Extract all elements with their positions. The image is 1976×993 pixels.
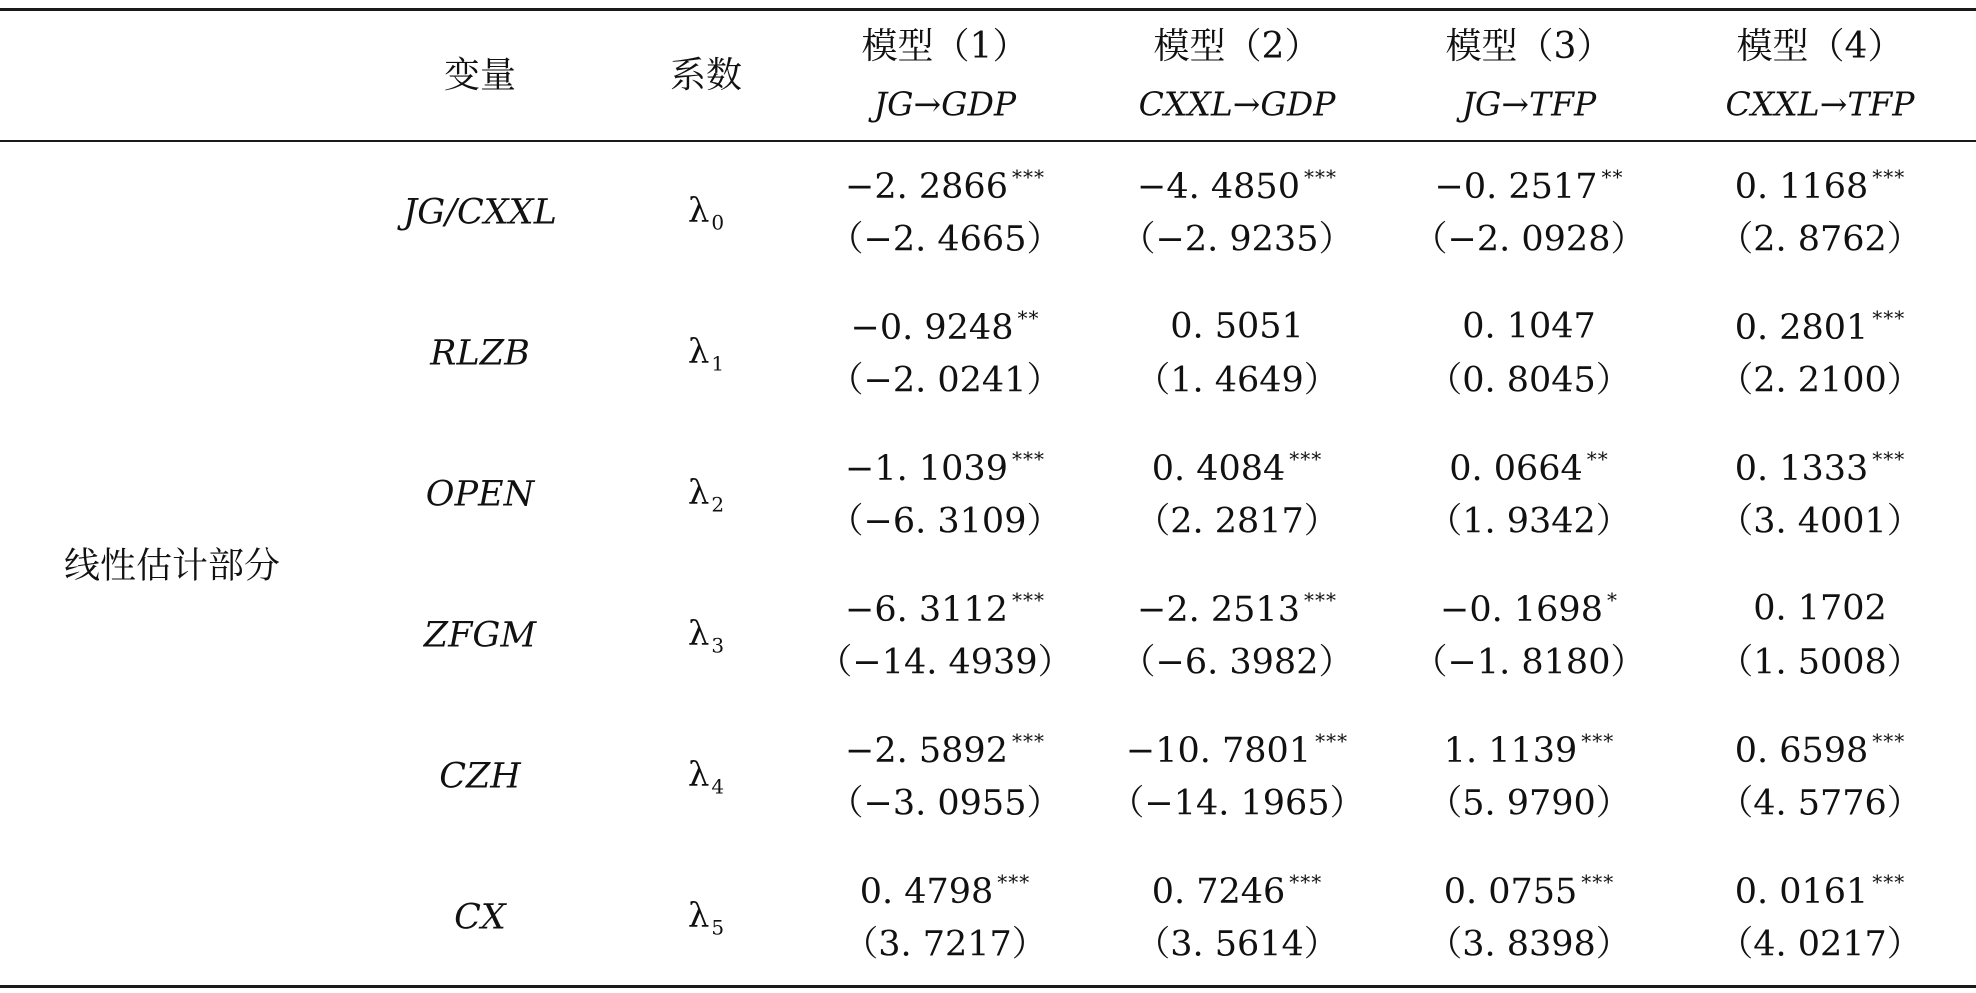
t-statistic: （2. 8762）: [1718, 219, 1922, 260]
header-model-1: 模型（1）: [861, 26, 1029, 67]
significance-stars: ***: [1872, 729, 1906, 753]
coefficient-number: 0. 7246: [1151, 872, 1286, 912]
coefficient-symbol: [687, 754, 725, 799]
lambda-subscript: 3: [711, 633, 725, 658]
significance-stars: ***: [1315, 729, 1349, 753]
coefficient-number: 0. 6598: [1734, 731, 1869, 771]
header-model-1-sub: JG→GDP: [873, 84, 1017, 124]
variable-name: JG/CXXL: [403, 192, 557, 233]
coefficient-value: [845, 167, 1045, 205]
coefficient-number: 0. 0664: [1449, 449, 1583, 489]
coefficient-value: [1440, 590, 1618, 628]
table-bottom-rule: [0, 985, 1976, 988]
coefficient-value: [1449, 449, 1609, 487]
t-statistic: （3. 8398）: [1427, 924, 1631, 965]
lambda-symbol: λ: [687, 190, 710, 231]
coefficient-number: 0. 1702: [1753, 588, 1887, 629]
t-statistic: （−2. 4665）: [828, 219, 1062, 260]
t-statistic: （4. 5776）: [1718, 783, 1922, 824]
t-statistic: （1. 5008）: [1718, 642, 1922, 683]
variable-name: CZH: [439, 756, 521, 797]
coefficient-value: [1444, 731, 1615, 769]
lambda-symbol: λ: [687, 895, 710, 936]
significance-stars: ***: [1581, 870, 1615, 894]
t-statistic: （−1. 8180）: [1412, 642, 1646, 683]
lambda-symbol: λ: [687, 331, 710, 372]
significance-stars: ***: [1011, 588, 1045, 612]
t-statistic: （3. 4001）: [1718, 501, 1922, 542]
significance-stars: ***: [1581, 729, 1615, 753]
coefficient-number: 0. 4084: [1151, 449, 1286, 489]
coefficient-number: −2. 5892: [845, 731, 1008, 771]
t-statistic: （−6. 3109）: [828, 501, 1062, 542]
coefficient-value: [1152, 449, 1323, 487]
lambda-subscript: 0: [711, 210, 725, 235]
coefficient-symbol: [687, 895, 725, 940]
t-statistic: （−6. 3982）: [1120, 642, 1354, 683]
header-variable: 变量: [443, 55, 517, 96]
coefficient-value: [845, 449, 1045, 487]
coefficient-value: [845, 590, 1045, 628]
t-statistic: （3. 5614）: [1135, 924, 1339, 965]
coefficient-value: [1735, 167, 1906, 205]
t-statistic: （1. 4649）: [1135, 360, 1339, 401]
coefficient-number: 0. 2801: [1734, 308, 1869, 348]
coefficient-value: [1152, 872, 1323, 910]
coefficient-number: −1. 1039: [845, 449, 1008, 489]
variable-name: CX: [454, 897, 506, 938]
coefficient-number: −2. 2866: [845, 167, 1008, 207]
t-statistic: （−2. 0928）: [1412, 219, 1646, 260]
t-statistic: （3. 7217）: [843, 924, 1047, 965]
coefficient-number: −4. 4850: [1137, 167, 1300, 207]
t-statistic: （−2. 0241）: [828, 360, 1062, 401]
coefficient-value: [845, 731, 1045, 769]
lambda-subscript: 5: [711, 915, 725, 940]
coefficient-symbol: [687, 331, 725, 376]
significance-stars: **: [1017, 306, 1040, 330]
t-statistic: （2. 2100）: [1718, 360, 1922, 401]
coefficient-value: [1735, 731, 1906, 769]
t-statistic: （−3. 0955）: [828, 783, 1062, 824]
coefficient-number: 0. 1333: [1734, 449, 1869, 489]
significance-stars: ***: [997, 870, 1031, 894]
coefficient-number: 0. 0755: [1443, 872, 1578, 912]
significance-stars: ***: [1289, 870, 1323, 894]
coefficient-value: [1735, 308, 1906, 346]
significance-stars: ***: [1872, 165, 1906, 189]
coefficient-number: 0. 1168: [1734, 167, 1869, 207]
coefficient-value: [1444, 872, 1615, 910]
t-statistic: （−14. 1965）: [1109, 783, 1365, 824]
significance-stars: **: [1601, 165, 1624, 189]
coefficient-symbol: [687, 472, 725, 517]
lambda-subscript: 4: [711, 774, 725, 799]
coefficient-value: [1170, 306, 1304, 347]
section-label: 线性估计部分: [64, 545, 281, 587]
header-model-3-sub: JG→TFP: [1461, 84, 1597, 124]
significance-stars: ***: [1303, 588, 1337, 612]
coefficient-number: 0. 5051: [1170, 306, 1304, 347]
header-model-4: 模型（4）: [1736, 26, 1904, 67]
header-model-2-sub: CXXL→GDP: [1138, 84, 1336, 124]
significance-stars: ***: [1303, 165, 1337, 189]
coefficient-number: 1. 1139: [1443, 731, 1578, 771]
coefficient-value: [1753, 588, 1887, 629]
significance-stars: ***: [1872, 870, 1906, 894]
t-statistic: （0. 8045）: [1427, 360, 1631, 401]
header-model-4-sub: CXXL→TFP: [1725, 84, 1915, 124]
coefficient-number: −10. 7801: [1125, 731, 1312, 771]
lambda-symbol: λ: [687, 754, 710, 795]
t-statistic: （5. 9790）: [1427, 783, 1631, 824]
header-model-2: 模型（2）: [1153, 26, 1321, 67]
t-statistic: （4. 0217）: [1718, 924, 1922, 965]
coefficient-value: [1735, 872, 1906, 910]
coefficient-number: −2. 2513: [1137, 590, 1300, 630]
t-statistic: （2. 2817）: [1135, 501, 1339, 542]
coefficient-number: 0. 1047: [1462, 306, 1596, 347]
significance-stars: ***: [1872, 306, 1906, 330]
lambda-symbol: λ: [687, 472, 710, 513]
variable-name: ZFGM: [423, 615, 537, 656]
significance-stars: ***: [1011, 447, 1045, 471]
lambda-subscript: 2: [711, 492, 725, 517]
coefficient-number: −0. 2517: [1434, 167, 1598, 207]
coefficient-value: [1462, 306, 1596, 347]
variable-name: OPEN: [425, 474, 535, 515]
coefficient-value: [1435, 167, 1624, 205]
coefficient-value: [1137, 590, 1337, 628]
header-coefficient: 系数: [669, 55, 743, 96]
coefficient-value: [851, 308, 1040, 346]
header-model-3: 模型（3）: [1445, 26, 1613, 67]
t-statistic: （−14. 4939）: [817, 642, 1073, 683]
coefficient-value: [860, 872, 1031, 910]
significance-stars: ***: [1011, 729, 1045, 753]
variable-name: RLZB: [430, 333, 530, 374]
significance-stars: *: [1606, 588, 1618, 612]
significance-stars: ***: [1011, 165, 1045, 189]
lambda-subscript: 1: [711, 351, 725, 376]
coefficient-number: −6. 3112: [845, 590, 1008, 630]
significance-stars: ***: [1289, 447, 1323, 471]
coefficient-value: [1126, 731, 1348, 769]
table-header-rule: [0, 140, 1976, 142]
t-statistic: （1. 9342）: [1427, 501, 1631, 542]
coefficient-number: −0. 9248: [850, 308, 1014, 348]
coefficient-number: −0. 1698: [1440, 590, 1603, 630]
lambda-symbol: λ: [687, 613, 710, 654]
coefficient-value: [1735, 449, 1906, 487]
coefficient-symbol: [687, 613, 725, 658]
coefficient-number: 0. 0161: [1734, 872, 1869, 912]
significance-stars: **: [1586, 447, 1609, 471]
coefficient-value: [1137, 167, 1337, 205]
t-statistic: （−2. 9235）: [1120, 219, 1354, 260]
table-top-rule: [0, 8, 1976, 11]
significance-stars: ***: [1872, 447, 1906, 471]
coefficient-number: 0. 4798: [859, 872, 994, 912]
coefficient-symbol: [687, 190, 725, 235]
